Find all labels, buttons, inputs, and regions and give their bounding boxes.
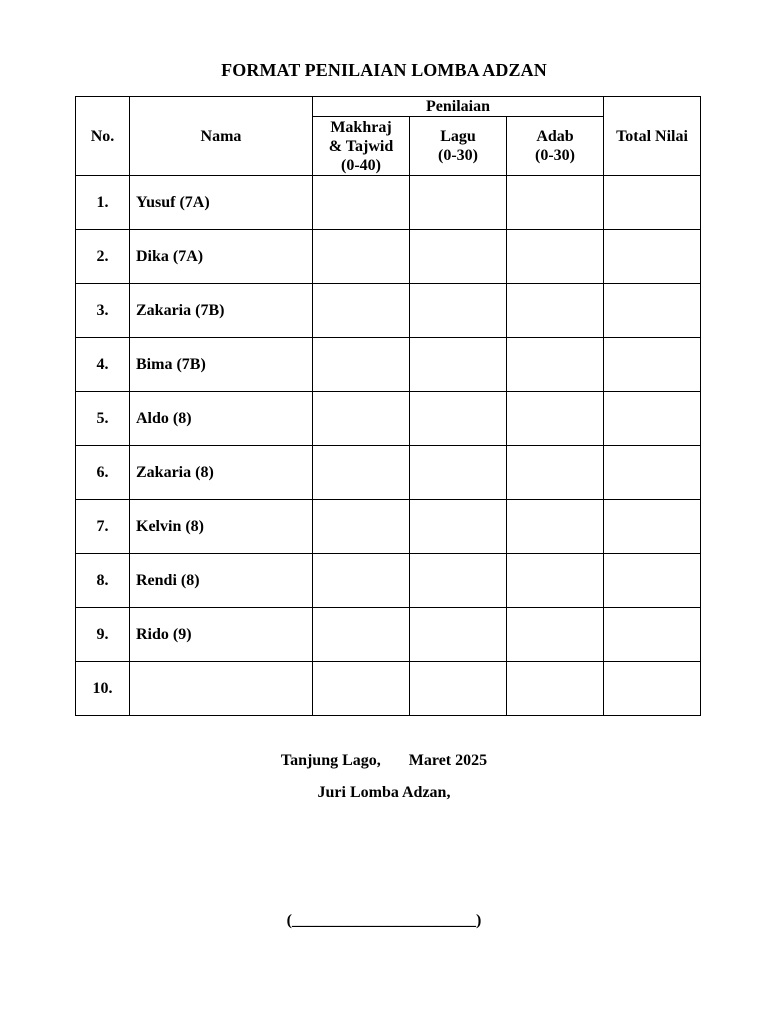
total-score-cell — [604, 662, 701, 716]
participant-name: Yusuf (7A) — [130, 176, 313, 230]
participant-name: Rido (9) — [130, 608, 313, 662]
score-adab-cell — [507, 284, 604, 338]
table-row — [76, 284, 701, 338]
place-date-line — [0, 752, 768, 770]
table-row — [76, 392, 701, 446]
header-lagu-line2: (0-30) — [438, 147, 478, 164]
table-row — [76, 176, 701, 230]
score-lagu-cell — [410, 500, 507, 554]
total-score-cell — [604, 446, 701, 500]
row-number: 4. — [76, 338, 130, 392]
score-adab-cell — [507, 338, 604, 392]
row-number: 10. — [76, 662, 130, 716]
score-lagu-cell — [410, 446, 507, 500]
score-adab-cell — [507, 500, 604, 554]
header-total-nilai: Total Nilai — [604, 97, 701, 176]
score-makhraj-cell — [313, 284, 410, 338]
header-adab-line1: Adab — [536, 128, 574, 145]
header-makhraj-line3: (0-40) — [341, 156, 381, 174]
score-adab-cell — [507, 446, 604, 500]
score-lagu-cell — [410, 662, 507, 716]
score-makhraj-cell — [313, 392, 410, 446]
row-number: 8. — [76, 554, 130, 608]
page-title: FORMAT PENILAIAN LOMBA ADZAN — [221, 60, 547, 80]
table-row — [76, 662, 701, 716]
score-adab-cell — [507, 230, 604, 284]
row-number: 7. — [76, 500, 130, 554]
total-score-cell — [604, 392, 701, 446]
score-table — [75, 96, 701, 716]
score-adab-cell — [507, 554, 604, 608]
header-adab-line2: (0-30) — [535, 147, 575, 164]
table-row — [76, 608, 701, 662]
score-adab-cell — [507, 392, 604, 446]
place-text: Tanjung Lago, — [280, 752, 381, 769]
score-makhraj-cell — [313, 500, 410, 554]
total-score-cell — [604, 338, 701, 392]
score-lagu-cell — [410, 608, 507, 662]
participant-name: Aldo (8) — [130, 392, 313, 446]
score-makhraj-cell — [313, 176, 410, 230]
score-makhraj-cell — [313, 662, 410, 716]
date-text: Maret 2025 — [408, 752, 488, 769]
total-score-cell — [604, 554, 701, 608]
row-number: 5. — [76, 392, 130, 446]
participant-name — [130, 662, 313, 716]
participant-name: Rendi (8) — [130, 554, 313, 608]
header-makhraj-line1: Makhraj — [330, 118, 392, 136]
row-number: 1. — [76, 176, 130, 230]
score-adab-cell — [507, 176, 604, 230]
score-lagu-cell — [410, 176, 507, 230]
table-row — [76, 338, 701, 392]
score-lagu-cell — [410, 230, 507, 284]
score-makhraj-cell — [313, 230, 410, 284]
score-lagu-cell — [410, 284, 507, 338]
participant-name: Bima (7B) — [130, 338, 313, 392]
participant-name: Zakaria (7B) — [130, 284, 313, 338]
participant-name: Dika (7A) — [130, 230, 313, 284]
row-number: 6. — [76, 446, 130, 500]
total-score-cell — [604, 176, 701, 230]
header-lagu — [410, 117, 507, 176]
score-adab-cell — [507, 662, 604, 716]
score-makhraj-cell — [313, 446, 410, 500]
score-makhraj-cell — [313, 608, 410, 662]
row-number: 3. — [76, 284, 130, 338]
row-number: 2. — [76, 230, 130, 284]
header-nama: Nama — [130, 97, 313, 176]
table-row — [76, 446, 701, 500]
score-lagu-cell — [410, 338, 507, 392]
total-score-cell — [604, 608, 701, 662]
header-makhraj-line2: & Tajwid — [328, 137, 394, 155]
score-lagu-cell — [410, 554, 507, 608]
score-makhraj-cell — [313, 554, 410, 608]
header-penilaian: Penilaian — [313, 97, 604, 117]
header-lagu-line1: Lagu — [440, 128, 476, 145]
signature-line: (_______________________) — [286, 912, 482, 929]
row-number: 9. — [76, 608, 130, 662]
header-makhraj-tajwid — [313, 117, 410, 176]
table-row — [76, 230, 701, 284]
table-row — [76, 500, 701, 554]
header-adab — [507, 117, 604, 176]
total-score-cell — [604, 230, 701, 284]
header-no: No. — [76, 97, 130, 176]
score-lagu-cell — [410, 392, 507, 446]
table-row — [76, 554, 701, 608]
participant-name: Kelvin (8) — [130, 500, 313, 554]
judge-role: Juri Lomba Adzan, — [317, 784, 451, 801]
score-adab-cell — [507, 608, 604, 662]
score-makhraj-cell — [313, 338, 410, 392]
total-score-cell — [604, 500, 701, 554]
participant-name: Zakaria (8) — [130, 446, 313, 500]
header-row — [76, 97, 701, 117]
total-score-cell — [604, 284, 701, 338]
